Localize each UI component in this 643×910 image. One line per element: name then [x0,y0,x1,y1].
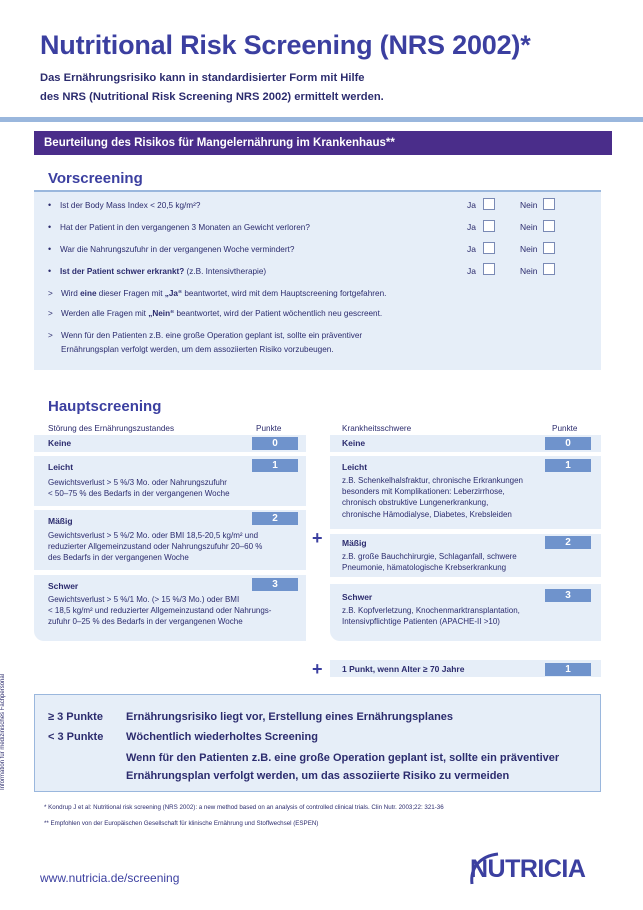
note-1-emph: „Ja“ [164,289,183,298]
chevron-right-icon: > [48,331,53,340]
question-4-no-checkbox[interactable] [543,263,555,275]
yes-label: Ja [467,244,476,254]
note-3 [48,329,362,356]
text-line: < 18,5 kg/m² und reduzierter Allgemeinzustand oder Nahrungs- [48,606,272,616]
yes-label: Ja [467,222,476,232]
left-row-maessig-label: Mäßig [48,516,73,526]
points-badge: 1 [252,459,298,472]
footnote-2: ** Empfohlen von der Europäischen Gesellschaft für klinische Ernährung und Stoffwechsel (ESPEN) [44,820,319,827]
question-4-text: Ist der Patient schwer erkrankt? [60,267,185,276]
points-badge: 2 [252,512,298,525]
right-row-keine-label: Keine [342,438,366,448]
question-2-yes-checkbox[interactable] [483,220,495,232]
result-high-text: Ernährungsrisiko liegt vor, Erstellung eines Ernährungsplanes [126,711,454,723]
note-2-emph: „Nein“ [148,309,175,318]
no-label: Nein [520,200,538,210]
text-line: Pneumonie, hämatologische Krebserkrankung [342,563,507,573]
result-low-score: < 3 Punkte [48,731,104,743]
question-3-yes-checkbox[interactable] [483,242,495,254]
text-line: < 50–75 % des Bedarfs in der vergangenen Woche [48,489,230,499]
note-2 [48,307,382,321]
no-label: Nein [520,266,538,276]
subtitle-line-2: des NRS (Nutritional Risk Screening NRS 2002) ermittelt werden. [40,91,384,103]
note-1-text: dieser Fragen mit [96,289,165,298]
text-line: Gewichtsverlust > 5 %/1 Mo. (> 15 %/3 Mo.) oder BMI [48,595,240,604]
yes-label: Ja [467,200,476,210]
question-4 [48,266,266,276]
plus-sign: + [312,659,323,679]
header-divider [0,117,643,122]
right-row-leicht-label: Leicht [342,462,368,472]
no-label: Nein [520,244,538,254]
question-1-yes-checkbox[interactable] [483,198,495,210]
subtitle-line-1: Das Ernährungsrisiko kann in standardisierter Form mit Hilfe [40,72,365,84]
text-line: besonders mit Komplikationen: Leberzirrhose, [342,487,505,497]
right-row-maessig-label: Mäßig [342,538,367,548]
text-line: des Bedarfs in der vergangenen Woche [48,553,189,563]
left-row-leicht-label: Leicht [48,462,74,472]
text-line: z.B. Schenkelhalsfraktur, chronische Erkrankungen [342,476,523,485]
section-banner: Beurteilung des Risikos für Mangelernährung im Krankenhaus** [34,131,612,155]
note-3-line-1: Wenn für den Patienten z.B. eine große Operation geplant ist, sollte ein präventiver [61,331,363,340]
footer-url[interactable]: www.nutricia.de/screening [40,871,180,885]
hauptscreening-heading: Hauptscreening [48,398,162,415]
text-line: z.B. Kopfverletzung, Knochenmarktransplantation, [342,606,520,615]
text-line: zufuhr 0–25 % des Bedarfs in der vergangenen Woche [48,617,243,627]
points-badge: 1 [545,459,591,472]
right-points-header: Punkte [552,424,578,433]
bullet: • [48,244,52,254]
text-line: reduzierter Allgemeinzustand oder Nahrungszufuhr 20–60 % [48,542,263,552]
result-high-score: ≥ 3 Punkte [48,711,103,723]
age-row-label: 1 Punkt, wenn Alter ≥ 70 Jahre [342,664,465,674]
question-3-no-checkbox[interactable] [543,242,555,254]
bullet: • [48,222,52,232]
left-row-keine-label: Keine [48,438,72,448]
logo-wordmark: NUTRICIA [470,855,586,883]
chevron-right-icon: > [48,289,53,298]
question-2 [48,222,310,232]
question-2-text: Hat der Patient in den vergangenen 3 Monaten an Gewicht verloren? [60,223,310,232]
plus-sign: + [312,528,323,548]
left-points-header: Punkte [256,424,282,433]
right-row-maessig-text [342,551,517,573]
right-row-schwer-text [342,605,520,627]
points-badge: 3 [252,578,298,591]
text-line: Intensivpflichtige Patienten (APACHE-II >10) [342,617,500,627]
question-3-text: War die Nahrungszufuhr in der vergangenen Woche vermindert? [60,245,295,254]
question-4-yes-checkbox[interactable] [483,263,495,275]
left-column-header: Störung des Ernährungszustandes [48,424,175,433]
left-row-schwer-label: Schwer [48,581,79,591]
points-badge: 0 [545,437,591,450]
question-2-no-checkbox[interactable] [543,220,555,232]
text-line: Gewichtsverlust > 5 %/2 Mo. oder BMI 18,5-20,5 kg/m² und [48,531,259,540]
footnote-1: * Kondrup J et al: Nutritional risk screening (NRS 2002): a new method based on an analysis of controlled clinical trials. Clin Nutr. 2003;22: 321-36 [44,804,444,811]
note-1-text: Wird [61,289,81,298]
note-1-emph: eine [80,289,97,298]
question-4-hint: (z.B. Intensivtherapie) [186,267,267,276]
right-row-leicht-text [342,475,523,520]
yes-label: Ja [467,266,476,276]
text-line: z.B. große Bauchchirurgie, Schlaganfall, schwere [342,552,517,561]
note-1-text: beantwortet, wird mit dem Hauptscreening fortgefahren. [182,289,387,298]
vorscreening-heading: Vorscreening [48,170,143,187]
question-1-no-checkbox[interactable] [543,198,555,210]
left-row-schwer-text [48,594,271,628]
text-line: chronisch obstruktive Lungenerkrankung, [342,498,489,508]
left-row-maessig-text [48,530,262,564]
points-badge: 3 [545,589,591,602]
note-3-line-2: Ernährungsplan verfolgt werden, um dem assoziierten Risiko vorzubeugen. [61,344,334,354]
chevron-right-icon: > [48,309,53,318]
right-column-header: Krankheitsschwere [342,424,412,433]
right-row-schwer-label: Schwer [342,592,373,602]
bullet: • [48,200,52,210]
result-extra-line-1: Wenn für den Patienten z.B. eine große Operation geplant ist, sollte ein präventiver [126,752,560,764]
page-title: Nutritional Risk Screening (NRS 2002)* [40,30,531,60]
question-1-text: Ist der Body Mass Index < 20,5 kg/m²? [60,201,201,210]
no-label: Nein [520,222,538,232]
note-2-text: Werden alle Fragen mit [61,309,149,318]
points-badge: 1 [545,663,591,676]
question-1 [48,200,200,210]
note-1 [48,287,386,301]
text-line: chronische Hämodialyse, Diabetes, Krebsleiden [342,509,512,519]
result-low-text: Wöchentlich wiederholtes Screening [126,731,318,743]
points-badge: 2 [545,536,591,549]
note-2-text: beantwortet, wird der Patient wöchentlich neu gescreent. [174,309,383,318]
left-row-leicht-text [48,477,230,499]
points-badge: 0 [252,437,298,450]
bullet: • [48,266,52,276]
text-line: Gewichtsverlust > 5 %/3 Mo. oder Nahrungszufuhr [48,478,227,487]
question-3 [48,244,294,254]
result-extra-line-2: Ernährungsplan verfolgt werden, um das assoziierte Risiko zu vermeiden [126,770,510,782]
side-label: Information für medizinisches Fachpersonal [0,673,6,790]
